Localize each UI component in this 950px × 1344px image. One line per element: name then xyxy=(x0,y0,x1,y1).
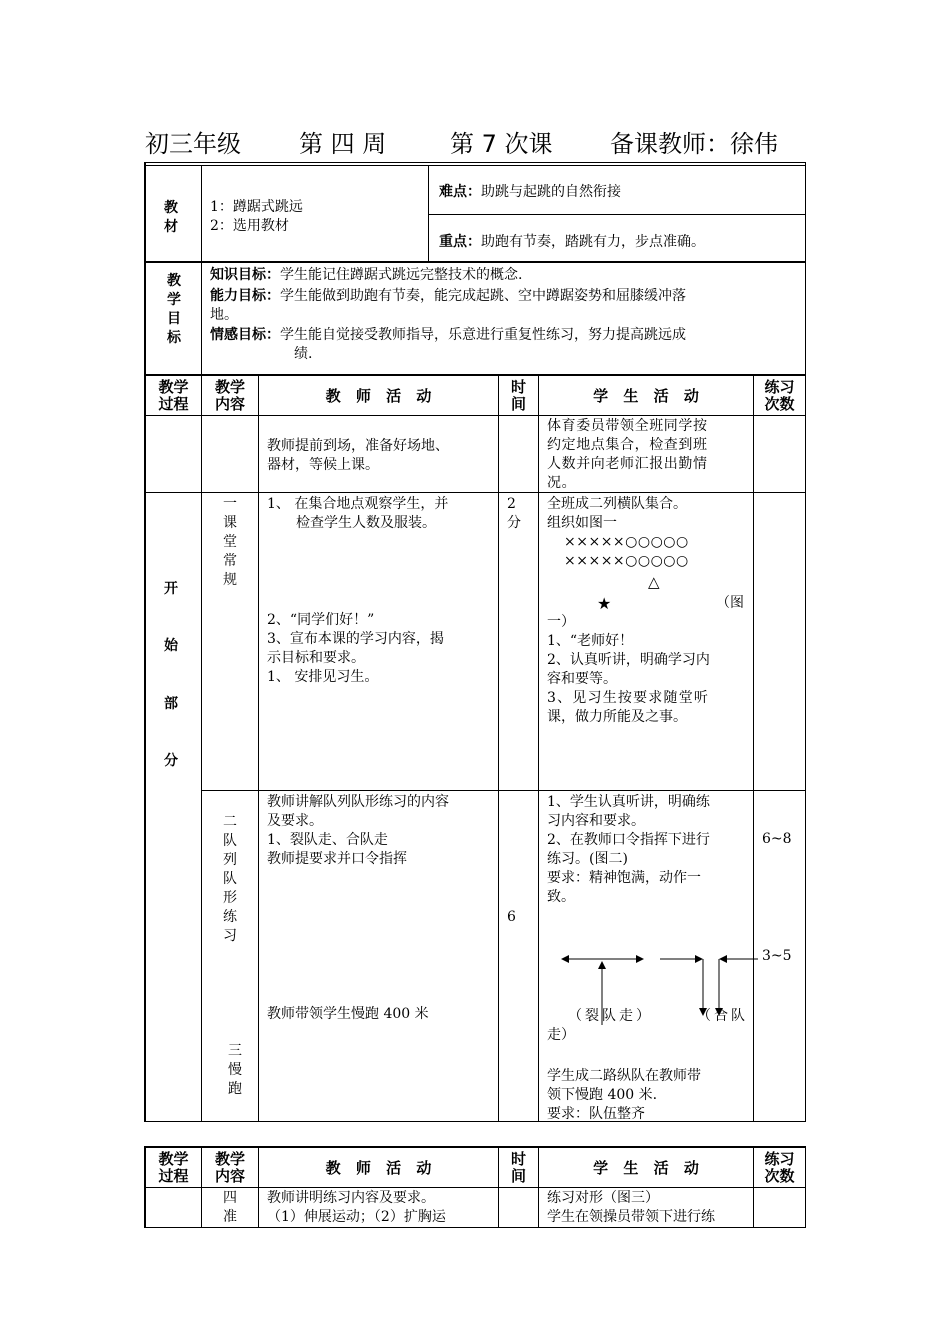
phase-label-char: 分 xyxy=(164,753,178,769)
section-char: 形 xyxy=(223,890,237,906)
goals-label xyxy=(164,272,184,348)
text-line: 教师提要求并口令指挥 xyxy=(267,851,407,867)
star-icon: ★ xyxy=(597,594,612,613)
header-time-line: 时 xyxy=(510,1150,526,1168)
section-char: 队 xyxy=(223,871,237,887)
figure-caption: （裂队走） xyxy=(568,1008,653,1024)
header-content-line: 教学 xyxy=(214,378,245,396)
header-content xyxy=(202,1151,258,1185)
goals-label-char: 教 xyxy=(167,273,181,289)
sec2-time: 6 xyxy=(507,909,516,925)
text-line: 要求：队伍整齐 xyxy=(547,1106,645,1122)
text-line: 1、 在集合地点观察学生，并 xyxy=(267,496,449,512)
header-process-line: 教学 xyxy=(158,378,189,396)
pre-teacher-activity xyxy=(267,437,449,475)
material-item-1: 1：蹲踞式跳远 xyxy=(210,199,303,215)
ability-goal xyxy=(210,287,686,306)
reps-value: 6~8 xyxy=(762,831,792,847)
section-char: 习 xyxy=(223,928,237,944)
ability-goal-label: 能力目标： xyxy=(210,288,280,304)
text-line: 全班成二列横队集合。 xyxy=(547,496,687,512)
header-process-line: 过程 xyxy=(158,1167,189,1185)
section2-label xyxy=(220,813,240,946)
text-line: 3、宣布本课的学习内容，揭 xyxy=(267,631,444,647)
difficulty-text: 助跳与起跳的自然衔接 xyxy=(481,184,621,200)
text-line: 习内容和要求。 xyxy=(547,813,645,829)
section-char: 课 xyxy=(223,515,237,531)
text-line: 检查学生人数及服装。 xyxy=(296,515,436,531)
section-char: 准 xyxy=(223,1209,237,1225)
text-line: 2、在教师口令指挥下进行 xyxy=(547,832,710,848)
text-line: 练习对形（图三） xyxy=(547,1190,659,1206)
header-reps-line: 练习 xyxy=(764,1150,795,1168)
header-teacher-activity: 教 师 活 动 xyxy=(325,1159,432,1177)
sec1-student-a xyxy=(547,495,687,533)
header-process-line: 过程 xyxy=(158,395,189,413)
section4-label xyxy=(220,1189,240,1227)
sec4-student xyxy=(547,1189,715,1227)
difficulty xyxy=(439,183,621,202)
section-char: 规 xyxy=(223,572,237,588)
figure-caption: （图 xyxy=(716,595,744,611)
key-text: 助跑有节奏，踏跳有力，步点准确。 xyxy=(481,234,705,250)
section-char: 三 xyxy=(228,1043,242,1059)
header-student-activity: 学 生 活 动 xyxy=(593,1159,699,1177)
header-content xyxy=(202,379,258,413)
section-char: 跑 xyxy=(228,1081,242,1097)
text-line: 课，做力所能及之事。 xyxy=(547,709,687,725)
phase-label-char: 部 xyxy=(164,696,178,712)
teacher-triangle-icon: △ xyxy=(648,573,660,591)
ability-goal-text: 学生能做到助跑有节奏，能完成起跳、空中蹲踞姿势和屈膝缓冲落 xyxy=(280,288,686,304)
text-line: 约定地点集合，检查到班 xyxy=(547,437,708,453)
sec1-student-b xyxy=(547,632,710,727)
header-reps-line: 次数 xyxy=(764,395,795,413)
text-line: 要求：精神饱满，动作一 xyxy=(547,870,701,886)
sec2-student xyxy=(547,793,710,907)
section3-label xyxy=(225,1042,245,1099)
reps-value: 3~5 xyxy=(762,948,792,964)
figure-caption: 走） xyxy=(547,1027,575,1043)
text-line: 3、见习生按要求随堂听 xyxy=(547,690,710,706)
figure-caption: （合队 xyxy=(697,1008,748,1024)
figure-caption: 一） xyxy=(547,614,575,630)
sec1-teacher-b xyxy=(267,611,444,687)
difficulty-label: 难点： xyxy=(439,184,481,200)
text-line: 容和要等。 xyxy=(547,671,617,687)
header-content-line: 内容 xyxy=(214,395,245,413)
text-line: 及要求。 xyxy=(267,813,323,829)
text-line: 人数并向老师汇报出勤情 xyxy=(547,456,708,472)
text-line: 教师提前到场，准备好场地、 xyxy=(267,438,449,454)
section-char: 列 xyxy=(223,852,237,868)
key-label: 重点： xyxy=(439,234,481,250)
text-line: 1、学生认真听讲，明确练 xyxy=(547,794,710,810)
header-reps xyxy=(754,379,805,413)
text-line: 2、“同学们好！” xyxy=(267,612,375,628)
teacher-name: 备课教师：徐伟 xyxy=(610,130,778,158)
header-time xyxy=(499,379,538,413)
formation-row: ×××××○○○○○ xyxy=(564,553,689,569)
goals-label-char: 学 xyxy=(167,292,181,308)
emotion-goal xyxy=(210,326,686,345)
section-char: 二 xyxy=(223,814,237,830)
header-time-line: 间 xyxy=(510,395,526,413)
ability-goal-text-cont: 地。 xyxy=(210,307,238,323)
sec3-teacher: 教师带领学生慢跑 400 米 xyxy=(267,1006,429,1022)
header-reps-line: 练习 xyxy=(764,378,795,396)
phase-label-char: 开 xyxy=(164,581,178,597)
header-time xyxy=(499,1151,538,1185)
sec4-teacher xyxy=(267,1189,446,1227)
formation-row: ×××××○○○○○ xyxy=(564,534,689,550)
header-process-line: 教学 xyxy=(158,1150,189,1168)
emotion-goal-label: 情感目标： xyxy=(210,327,280,343)
text-line: 练习。(图二) xyxy=(547,851,628,867)
text-line: 领下慢跑 400 米. xyxy=(547,1087,658,1103)
text-line: 分 xyxy=(507,515,521,531)
header-teacher-activity: 教 师 活 动 xyxy=(325,387,432,405)
key-point xyxy=(439,233,705,252)
section-char: 一 xyxy=(223,496,237,512)
goals-label-char: 标 xyxy=(167,330,181,346)
material-label-2: 材 xyxy=(164,219,178,235)
text-line: 致。 xyxy=(547,889,575,905)
pre-student-activity xyxy=(547,417,708,493)
text-line: 1、裂队走、合队走 xyxy=(267,832,388,848)
section-char: 四 xyxy=(223,1190,237,1206)
section1-label xyxy=(220,495,240,590)
goals-label-char: 目 xyxy=(167,311,181,327)
header-process xyxy=(146,1151,201,1185)
sec3-student xyxy=(547,1067,701,1124)
header-time-line: 时 xyxy=(510,378,526,396)
header-student-activity: 学 生 活 动 xyxy=(593,387,699,405)
text-line: 学生成二路纵队在教师带 xyxy=(547,1068,701,1084)
text-line: 教师讲解队列队形练习的内容 xyxy=(267,794,449,810)
header-reps-line: 次数 xyxy=(764,1167,795,1185)
text-line: 组织如图一 xyxy=(547,515,617,531)
material-label-1: 教 xyxy=(164,200,178,216)
material-item-2: 2：选用教材 xyxy=(210,218,289,234)
header-process xyxy=(146,379,201,413)
header-time-line: 间 xyxy=(510,1167,526,1185)
text-line: 况。 xyxy=(547,475,577,491)
header-reps xyxy=(754,1151,805,1185)
emotion-goal-text: 学生能自觉接受教师指导，乐意进行重复性练习，努力提高跳远成 xyxy=(280,327,686,343)
text-line: 体育委员带领全班同学按 xyxy=(547,418,708,434)
text-line: 1、“老师好！ xyxy=(547,633,634,649)
section-char: 常 xyxy=(223,553,237,569)
grade: 初三年级 xyxy=(145,130,241,158)
knowledge-goal-text: 学生能记住蹲踞式跳远完整技术的概念. xyxy=(280,267,523,283)
text-line: （1）伸展运动；（2）扩胸运 xyxy=(267,1209,446,1225)
text-line: 器材，等候上课。 xyxy=(267,457,379,473)
phase-label-char: 始 xyxy=(164,638,178,654)
section-char: 队 xyxy=(223,833,237,849)
text-line: 1、 安排见习生。 xyxy=(267,669,379,685)
section-char: 练 xyxy=(223,909,237,925)
text-line: 2 xyxy=(507,496,516,512)
week: 第 四 周 xyxy=(299,130,387,158)
header-content-line: 教学 xyxy=(214,1150,245,1168)
sec1-time xyxy=(507,495,521,533)
section-char: 慢 xyxy=(228,1062,242,1078)
header-content-line: 内容 xyxy=(214,1167,245,1185)
text-line: 教师讲明练习内容及要求。 xyxy=(267,1190,435,1206)
knowledge-goal xyxy=(210,266,522,285)
sec2-teacher xyxy=(267,793,449,869)
section-char: 堂 xyxy=(223,534,237,550)
lesson: 第 7 次课 xyxy=(450,130,553,158)
knowledge-goal-label: 知识目标： xyxy=(210,267,280,283)
emotion-goal-text-cont: 绩. xyxy=(294,346,313,362)
text-line: 学生在领操员带领下进行练 xyxy=(547,1209,715,1225)
text-line: 示目标和要求。 xyxy=(267,650,365,666)
text-line: 2、认真听讲，明确学习内 xyxy=(547,652,710,668)
